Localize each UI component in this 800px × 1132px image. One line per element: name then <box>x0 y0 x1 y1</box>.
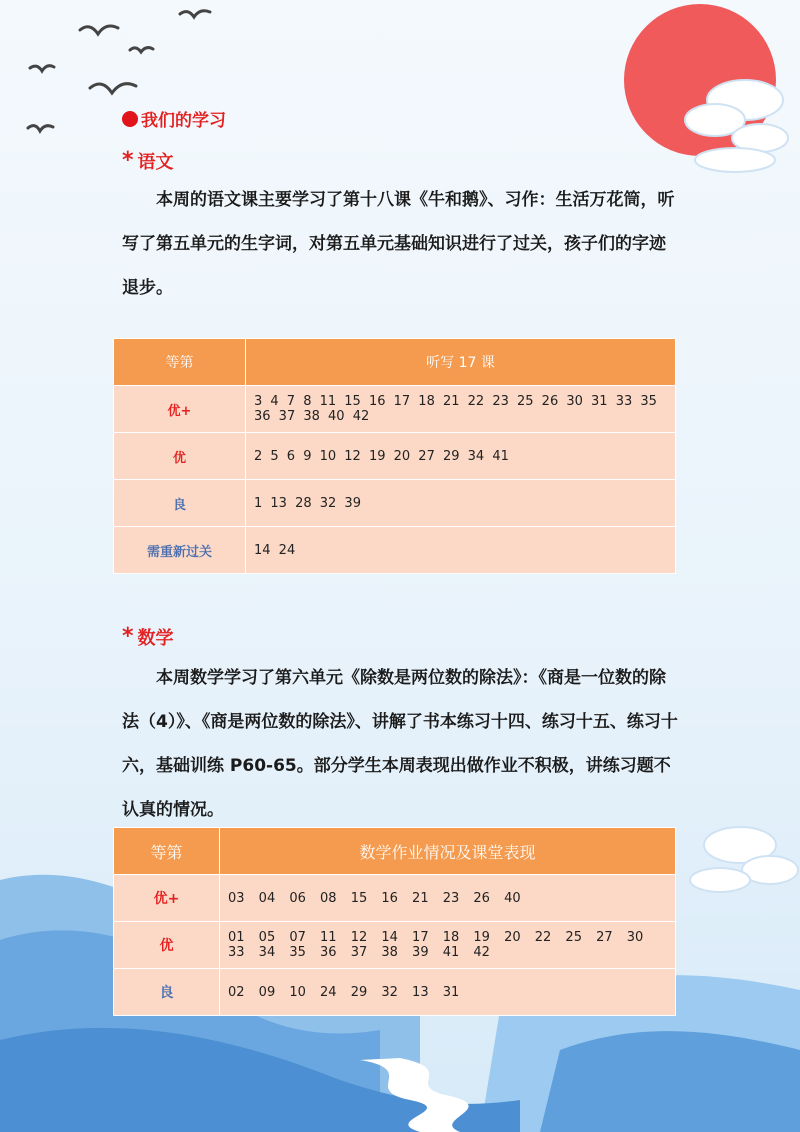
section-title <box>122 106 226 131</box>
header-title: 听写 17 课 <box>246 339 676 386</box>
level-cell: 优+ <box>114 875 220 922</box>
level-cell: 优 <box>114 922 220 969</box>
section-title-text: 我们的学习 <box>141 111 226 131</box>
math-heading <box>122 624 174 650</box>
level-cell: 优 <box>114 433 246 480</box>
header-title: 数学作业情况及课堂表现 <box>220 828 676 875</box>
numbers-cell: 1 13 28 32 39 <box>246 480 676 527</box>
numbers-cell: 02 09 10 24 29 32 13 31 <box>220 969 676 1016</box>
table-row <box>114 527 676 574</box>
table-row <box>114 969 676 1016</box>
table-header-row <box>114 828 676 875</box>
table-row <box>114 875 676 922</box>
chinese-paragraph: 本周的语文课主要学习了第十八课《牛和鹅》、习作：生活万花筒，听写了第五单元的生字词，对第五单元基础知识进行了过关，孩子们的字迹退步。 <box>122 190 675 298</box>
table-row <box>114 922 676 969</box>
level-cell: 需重新过关 <box>114 527 246 574</box>
star-icon: * <box>122 148 134 173</box>
table-row <box>114 480 676 527</box>
star-icon: * <box>122 624 134 649</box>
math-heading-text: 数学 <box>137 628 174 649</box>
table-header-row <box>114 339 676 386</box>
math-paragraph: 本周数学学习了第六单元《除数是两位数的除法》：《商是一位数的除法（4）》、《商是两位数的除法》、讲解了书本练习十四、练习十五、练习十六，基础训练 P60-65。部分学生本周表现出做作业不积极，讲练习题不认真的情况。 <box>122 668 678 820</box>
header-level: 等第 <box>114 339 246 386</box>
header-level: 等第 <box>114 828 220 875</box>
math-grade-table <box>113 827 676 1016</box>
table-row <box>114 433 676 480</box>
level-cell: 良 <box>114 969 220 1016</box>
chinese-heading <box>122 148 174 174</box>
level-cell: 良 <box>114 480 246 527</box>
level-cell: 优+ <box>114 386 246 433</box>
numbers-cell: 14 24 <box>246 527 676 574</box>
chinese-grade-table <box>113 338 676 574</box>
table-row <box>114 386 676 433</box>
numbers-cell: 03 04 06 08 15 16 21 23 26 40 <box>220 875 676 922</box>
numbers-cell: 01 05 07 11 12 14 17 18 19 20 22 25 27 30 33 34 35 36 37 38 39 41 42 <box>220 922 676 969</box>
numbers-cell: 3 4 7 8 11 15 16 17 18 21 22 23 25 26 30 31 33 35 36 37 38 40 42 <box>246 386 676 433</box>
numbers-cell: 2 5 6 9 10 12 19 20 27 29 34 41 <box>246 433 676 480</box>
red-dot-icon <box>122 111 138 127</box>
chinese-heading-text: 语文 <box>137 152 174 173</box>
